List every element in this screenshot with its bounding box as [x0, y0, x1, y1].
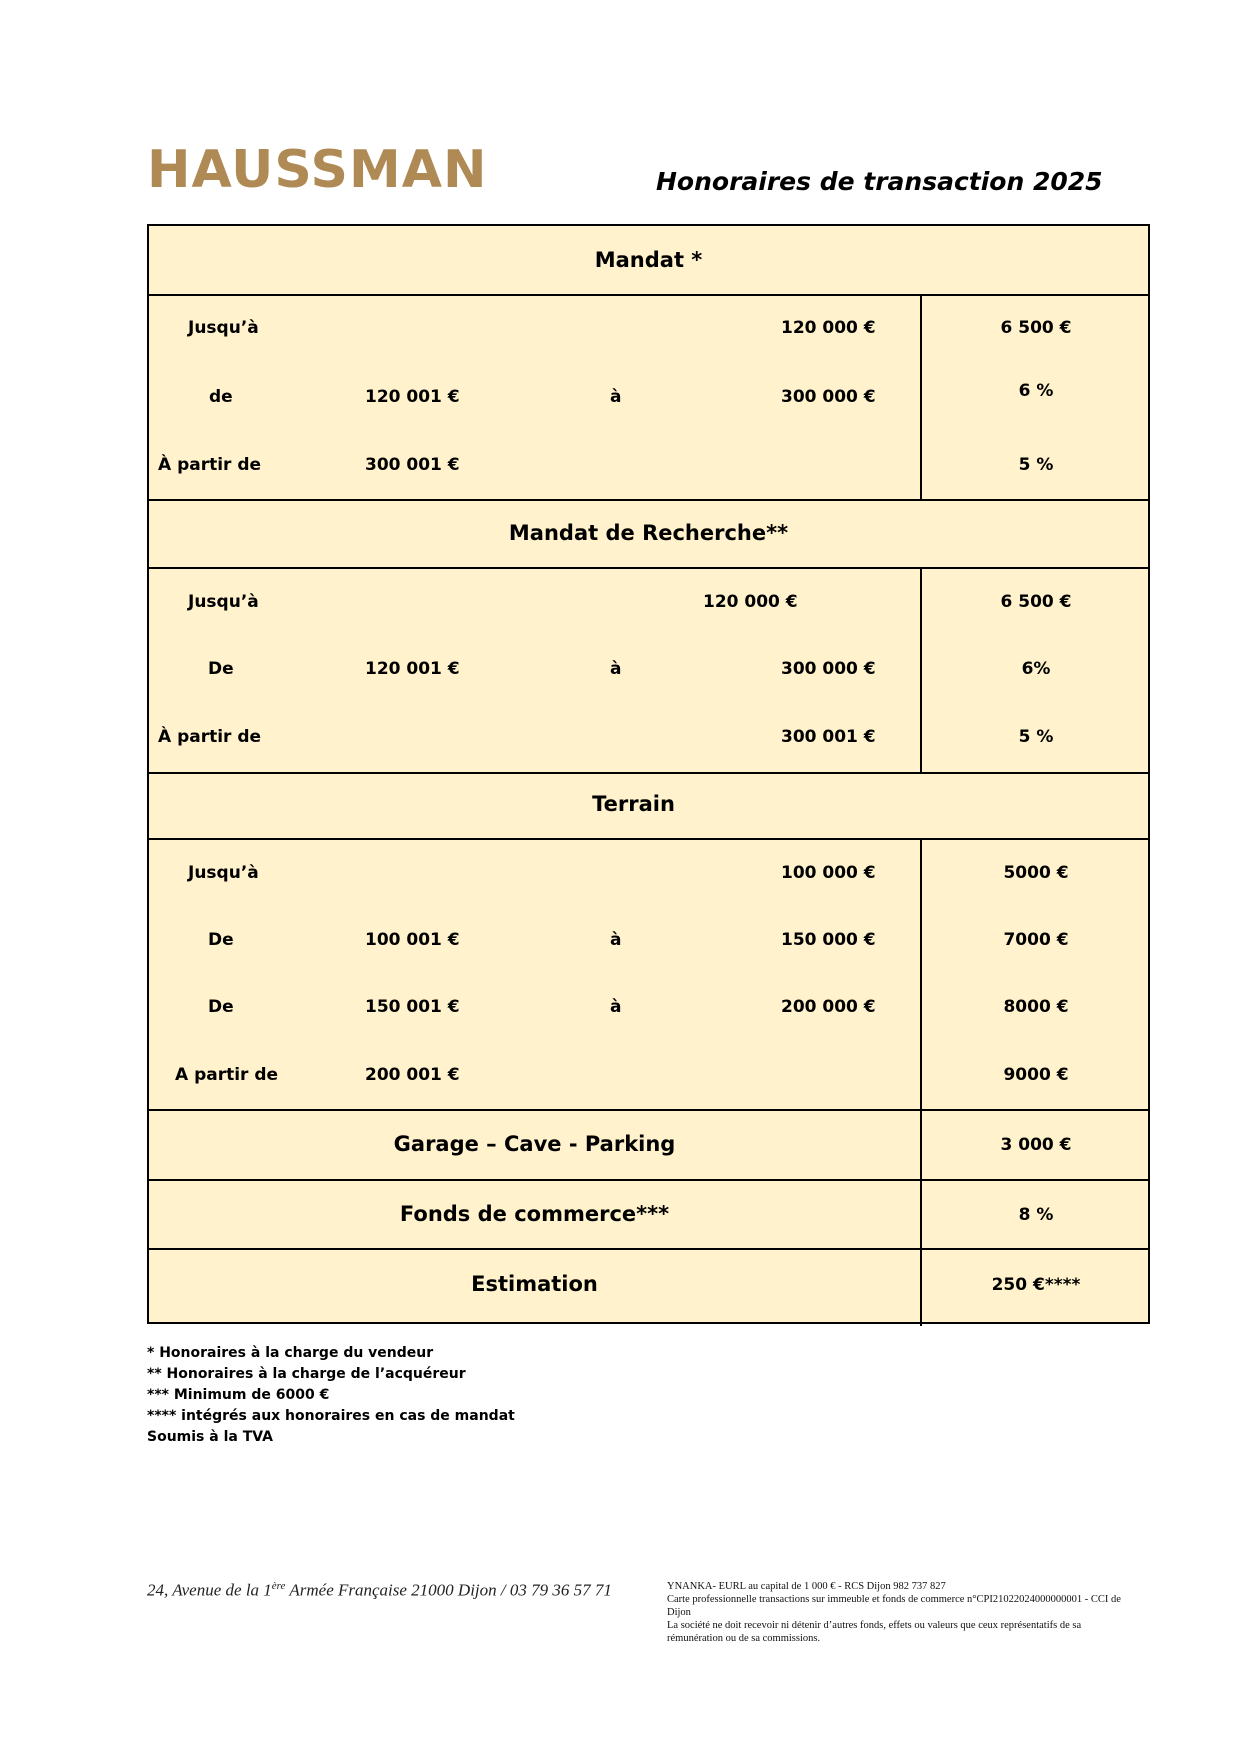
range-sep: à — [610, 930, 622, 950]
range-from: 120 001 € — [365, 387, 460, 407]
range-to: 300 001 € — [781, 727, 876, 747]
fee-value: 5000 € — [1003, 863, 1069, 883]
fee-value: 6% — [1021, 659, 1051, 679]
estimation-label: Estimation — [471, 1272, 598, 1296]
range-from: 100 001 € — [365, 930, 460, 950]
range-to: 120 000 € — [781, 318, 876, 338]
legal-line: La société ne doit recevoir ni détenir d’autres fonds, effets ou valeurs que ceux représentatifs de sa rémunération ou de sa commissions. — [667, 1620, 1082, 1644]
footnote: ** Honoraires à la charge de l’acquéreur — [147, 1366, 466, 1382]
fees-table — [147, 224, 1150, 1324]
range-to: 150 000 € — [781, 930, 876, 950]
range-to: 300 000 € — [781, 659, 876, 679]
legal-line: YNANKA- EURL au capital de 1 000 € - RCS Dijon 982 737 827 — [667, 1581, 946, 1592]
row-label: À partir de — [158, 727, 262, 747]
fee-value: 8000 € — [1003, 997, 1069, 1017]
section-title-mandat: Mandat * — [594, 248, 703, 272]
fee-value: 6 500 € — [1000, 318, 1072, 338]
footnote: *** Minimum de 6000 € — [147, 1387, 330, 1403]
fonds-fee: 8 % — [1018, 1205, 1054, 1225]
row-label: À partir de — [158, 455, 262, 475]
fee-value: 9000 € — [1003, 1065, 1069, 1085]
fee-value: 6 % — [1018, 381, 1054, 401]
footnote: Soumis à la TVA — [147, 1429, 273, 1445]
fee-value: 6 500 € — [1000, 592, 1072, 612]
range-from: 150 001 € — [365, 997, 460, 1017]
section-title-recherche: Mandat de Recherche** — [508, 521, 789, 545]
footnotes — [147, 1343, 515, 1448]
row-label: Jusqu’à — [188, 863, 259, 883]
row-label: De — [208, 997, 234, 1017]
address-part: 24, Avenue de la 1 — [147, 1580, 272, 1600]
range-to: 200 000 € — [781, 997, 876, 1017]
fee-value: 7000 € — [1003, 930, 1069, 950]
range-sep: à — [610, 387, 622, 407]
row-label: A partir de — [175, 1065, 279, 1085]
legal-mentions — [667, 1580, 1137, 1645]
address-superscript: ère — [271, 1580, 286, 1592]
section-title-terrain: Terrain — [592, 792, 675, 816]
range-to: 120 000 € — [703, 592, 798, 612]
range-from: 300 001 € — [365, 455, 460, 475]
company-logo: HAUSSMAN — [147, 140, 488, 200]
row-label: De — [208, 659, 234, 679]
fee-value: 5 % — [1018, 727, 1054, 747]
row-label: Jusqu’à — [188, 592, 259, 612]
range-sep: à — [610, 659, 622, 679]
company-address — [147, 1575, 612, 1602]
row-label: De — [208, 930, 234, 950]
range-from: 120 001 € — [365, 659, 460, 679]
footnote: * Honoraires à la charge du vendeur — [147, 1345, 434, 1361]
garage-fee: 3 000 € — [1000, 1135, 1072, 1155]
legal-line: Carte professionnelle transactions sur immeuble et fonds de commerce n°CPI21022024000000001 - CCI de Dijon — [667, 1594, 1121, 1618]
fonds-label: Fonds de commerce*** — [399, 1202, 670, 1226]
garage-label: Garage – Cave - Parking — [393, 1132, 676, 1156]
row-label: de — [209, 387, 233, 407]
page-title: Honoraires de transaction 2025 — [656, 167, 1103, 196]
fee-value: 5 % — [1018, 455, 1054, 475]
range-sep: à — [610, 997, 622, 1017]
range-from: 200 001 € — [365, 1065, 460, 1085]
range-to: 100 000 € — [781, 863, 876, 883]
footnote: **** intégrés aux honoraires en cas de mandat — [147, 1408, 515, 1424]
address-part: Armée Française 21000 Dijon / 03 79 36 57 71 — [285, 1580, 612, 1600]
range-to: 300 000 € — [781, 387, 876, 407]
row-label: Jusqu’à — [188, 318, 259, 338]
estimation-fee: 250 €**** — [991, 1275, 1081, 1295]
